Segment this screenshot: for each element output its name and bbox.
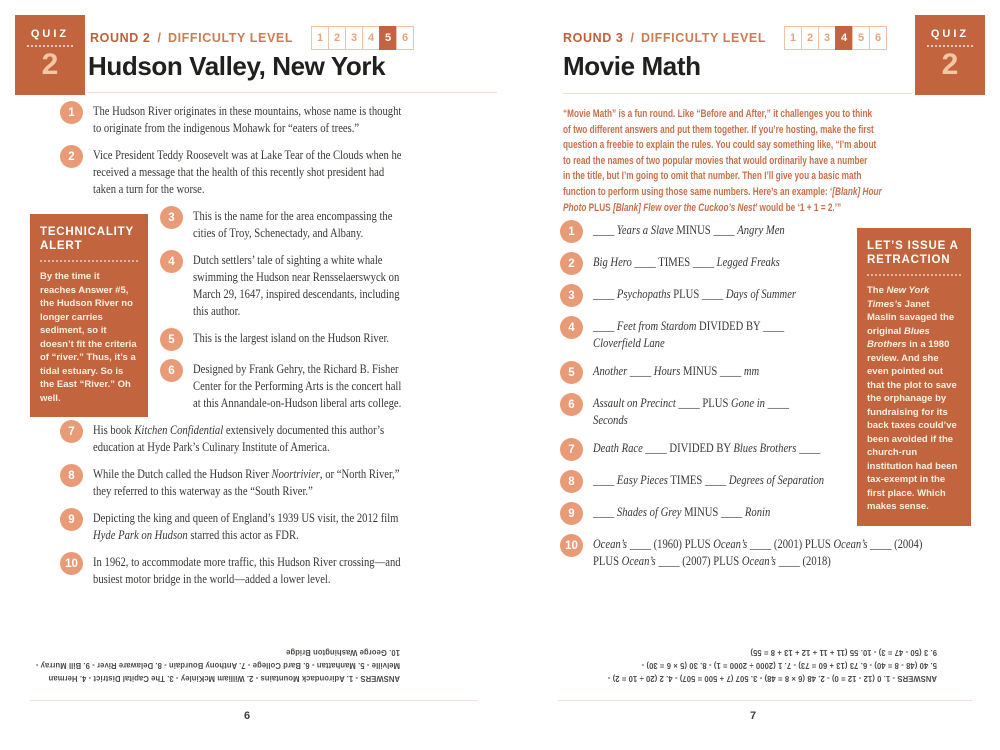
answers-block <box>588 646 937 685</box>
question-number-badge: 5 <box>560 361 583 384</box>
callout-body: By the time it reaches Answer #5, the Hudson River no longer carries sediment, so it doesn’t fit the criteria of “river.” Thus, it’s a tidal estuary. So is the East “River.” Oh well. <box>40 271 137 404</box>
question-text: Assault on Precinct ____ PLUS Gone in ____ Seconds <box>593 396 789 427</box>
question-text: The Hudson River originates in these mountains, whose name is thought to originate from the indigenous Mohawk for “eaters of trees.” <box>93 104 402 135</box>
question-number-badge: 9 <box>60 508 83 531</box>
question-row <box>60 422 456 456</box>
difficulty-cell: 2 <box>801 26 819 50</box>
question-text: ____ Psychopaths PLUS ____ Days of Summer <box>593 287 797 301</box>
quiz-tab-left <box>15 15 85 95</box>
difficulty-cell: 1 <box>784 26 802 50</box>
difficulty-cell: 4 <box>362 26 380 50</box>
callout-body: The New York Times’s Janet Maslin savaged the original Blues Brothers in a 1980 review. And she even pointed out that the plot to save the orphanage by fundraising for its back taxes could’ve been avoided if the church-run institution had been tax-exempt in the first place. Which makes sense. <box>867 285 958 512</box>
answers-rule <box>558 700 972 701</box>
page-number: 7 <box>750 710 757 722</box>
question-row <box>60 147 456 198</box>
question-text: ____ Years a Slave MINUS ____ Angry Men <box>593 223 785 237</box>
quiz-tab-dotted-divider <box>27 45 73 47</box>
question-number-badge: 9 <box>560 502 583 525</box>
answers-line: ANSWERS - 1. 0 (12 - 12 = 0) - 2. 48 (6 × 8 = 48) - 3. 507 (7 + 500 = 507) - 4. 2 (20 ÷ 10 = 2) - <box>607 674 937 684</box>
question-text: Ocean’s ____ (1960) PLUS Ocean’s ____ (2001) PLUS Ocean’s ____ (2004) PLUS Ocean’s ____ (2007) PLUS Ocean’s ____ (2018) <box>593 537 923 568</box>
question-number-badge: 4 <box>160 250 183 273</box>
quiz-tab-number: 2 <box>41 48 59 81</box>
difficulty-cell: 3 <box>345 26 363 50</box>
question-number-badge: 6 <box>560 393 583 416</box>
difficulty-strip <box>785 26 887 50</box>
page-title: Movie Math <box>563 51 701 81</box>
difficulty-cell: 3 <box>818 26 836 50</box>
question-number-badge: 7 <box>60 420 83 443</box>
question-text: ____ Feet from Stardom DIVIDED BY ____ Cloverfield Lane <box>593 319 785 350</box>
answers-rule <box>30 700 478 701</box>
callout-title: TECHNICALITY ALERT <box>40 226 134 252</box>
difficulty-cell: 4 <box>835 26 853 50</box>
question-text: Vice President Teddy Roosevelt was at Lake Tear of the Clouds when he received a message that the health of this recently shot president had taken a turn for the worse. <box>93 148 402 196</box>
answers-line: Melville - 5. Manhattan - 6. Bard College - 7. Anthony Bourdain - 8. Delaware River - 9. Bill Murray - <box>35 661 400 671</box>
question-text: ____ Shades of Grey MINUS ____ Ronin <box>593 505 771 519</box>
page-number: 6 <box>244 710 251 722</box>
difficulty-cell: 6 <box>396 26 414 50</box>
intro-paragraph: “Movie Math” is a fun round. Like “Before and After,” it challenges you to think of two different answers and put them together. If you’re hosting, make the first question a freebie to explain the rules. You could say something like, “I’m about to read the names of two popular movies that would ordinarily have a number in the title, but I’m going to omit that number. Then I’ll give you a basic math function to perform using those same numbers. Here’s an example: ‘[Blank] Hour Photo PLUS [Blank] Flew over the Cuckoo’s Nest’ would be ‘1 + 1 = 2.’” <box>563 108 882 214</box>
quiz-tab-label: QUIZ <box>30 28 70 40</box>
page-title: Hudson Valley, New York <box>88 51 386 81</box>
difficulty-cell: 5 <box>852 26 870 50</box>
question-row <box>560 536 981 570</box>
question-number-badge: 7 <box>560 438 583 461</box>
callout-dotted-divider <box>867 274 961 276</box>
question-text: ____ Easy Pieces TIMES ____ Degrees of Separation <box>593 473 825 487</box>
difficulty-label: DIFFICULTY LEVEL <box>640 31 767 45</box>
question-row <box>160 361 456 412</box>
answers-line: 10. George Washington Bridge <box>285 648 400 658</box>
round-separator: / <box>630 31 634 45</box>
answers-line: ANSWERS - 1. Adirondack Mountains - 2. William McKinley - 3. The Capital District - 4. Herman <box>48 674 400 684</box>
answers-line: 5. 40 (48 - 8 = 40) - 6. 73 (13 + 60 = 73) - 7. 1 (2000 ÷ 2000 = 1) - 8. 30 (5 × 6 = 30) - <box>641 661 937 671</box>
question-row <box>60 103 456 137</box>
question-row <box>60 466 456 500</box>
difficulty-cell: 5 <box>379 26 397 50</box>
question-number-badge: 5 <box>160 328 183 351</box>
question-number-badge: 2 <box>60 145 83 168</box>
question-text: This is the name for the area encompassing the cities of Troy, Schenectady, and Albany. <box>193 209 393 240</box>
question-text: Death Race ____ DIVIDED BY Blues Brothers ____ <box>593 441 821 455</box>
answers-line: 9. 3 (50 - 47 = 3) - 10. 55 (11 + 11 + 12 + 13 + 8 = 55) <box>750 648 937 658</box>
question-number-badge: 8 <box>60 464 83 487</box>
retraction-box <box>857 228 971 526</box>
question-number-badge: 10 <box>60 552 83 575</box>
quiz-tab-number: 2 <box>941 48 959 81</box>
question-text: Designed by Frank Gehry, the Richard B. Fisher Center for the Performing Arts is the concert hall at this Annandale-on-Hudson liberal arts college. <box>193 362 402 410</box>
difficulty-cell: 1 <box>311 26 329 50</box>
question-number-badge: 1 <box>560 220 583 243</box>
round-separator: / <box>157 31 161 45</box>
question-text: His book Kitchen Confidential extensively documented this author’s education at Hyde Park’s Culinary Institute of America. <box>93 423 385 454</box>
answers-block <box>35 646 400 685</box>
round-label: ROUND 2 <box>90 31 151 45</box>
difficulty-cell: 2 <box>328 26 346 50</box>
quiz-tab-dotted-divider <box>927 45 973 47</box>
header-rule <box>88 92 497 93</box>
round-header-right <box>563 26 887 50</box>
round-header-left <box>90 26 414 50</box>
question-row <box>160 252 456 320</box>
question-number-badge: 4 <box>560 316 583 339</box>
question-number-badge: 3 <box>560 284 583 307</box>
callout-dotted-divider <box>40 260 138 262</box>
question-row <box>160 208 456 242</box>
question-text: Dutch settlers’ tale of sighting a white whale swimming the Hudson near Rensselaerswyck on March 29, 1647, inspired descendants, including this author. <box>193 253 400 318</box>
round-label: ROUND 3 <box>563 31 624 45</box>
question-text: This is the largest island on the Hudson River. <box>193 331 390 345</box>
quiz-tab-right <box>915 15 985 95</box>
difficulty-cell: 6 <box>869 26 887 50</box>
question-row <box>160 330 456 351</box>
question-number-badge: 2 <box>560 252 583 275</box>
question-text: Big Hero ____ TIMES ____ Legged Freaks <box>593 255 780 269</box>
difficulty-label: DIFFICULTY LEVEL <box>167 31 294 45</box>
question-number-badge: 8 <box>560 470 583 493</box>
question-row <box>60 510 456 544</box>
question-number-badge: 1 <box>60 101 83 124</box>
difficulty-strip <box>312 26 414 50</box>
question-number-badge: 6 <box>160 359 183 382</box>
question-number-badge: 10 <box>560 534 583 557</box>
question-text: In 1962, to accommodate more traffic, this Hudson River crossing—and busiest motor bridge in the world—added a lower level. <box>93 555 401 586</box>
technicality-alert-box <box>30 214 148 417</box>
question-text: Another ____ Hours MINUS ____ mm <box>593 364 760 378</box>
quiz-tab-label: QUIZ <box>930 28 970 40</box>
header-rule <box>563 93 912 94</box>
callout-title: LET’S ISSUE A RETRACTION <box>867 240 959 266</box>
question-number-badge: 3 <box>160 206 183 229</box>
question-text: While the Dutch called the Hudson River Noortrivier, or “North River,” they referred to this waterway as the “South River.” <box>93 467 400 498</box>
question-row <box>60 554 456 588</box>
question-text: Depicting the king and queen of England’s 1939 US visit, the 2012 film Hyde Park on Hudson starred this actor as FDR. <box>93 511 399 542</box>
